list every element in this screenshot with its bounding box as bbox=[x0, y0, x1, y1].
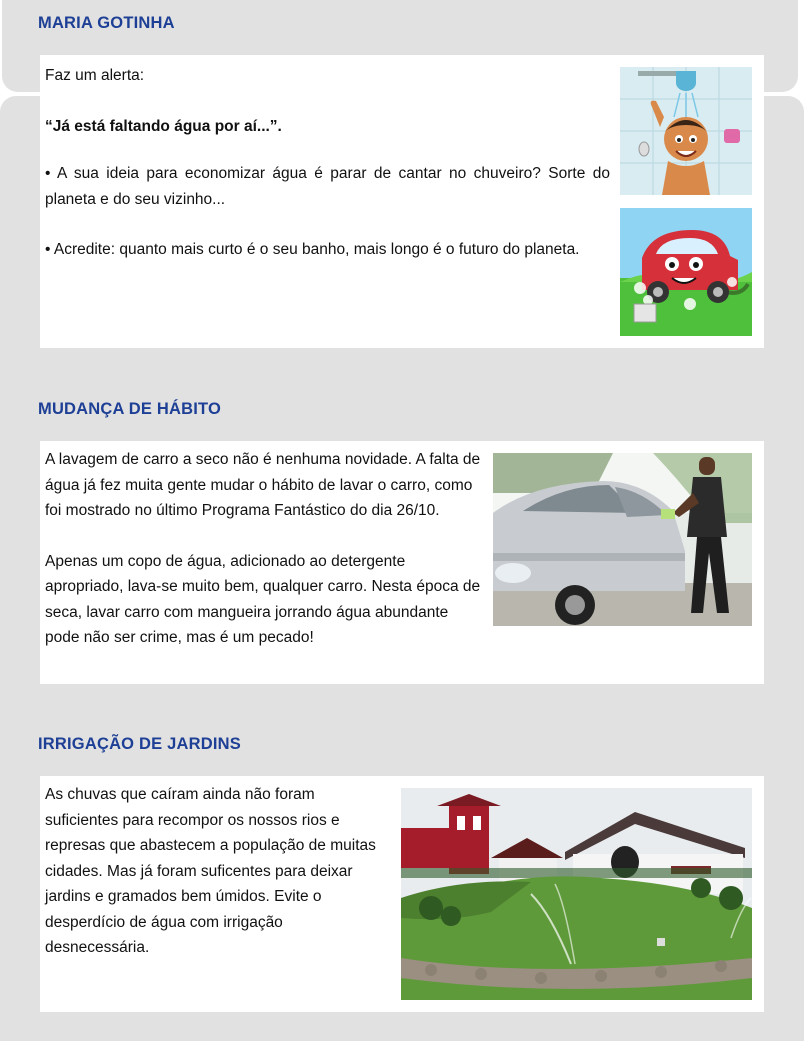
card-mudanca-de-habito bbox=[40, 441, 764, 684]
intro-text: Faz um alerta: bbox=[45, 67, 145, 84]
car-wash-cartoon-icon bbox=[620, 208, 752, 336]
paragraph-text: As chuvas que caíram ainda não foram suficientes para recompor os nossos rios e represas que abastecem a população de muitas cidades. Mas já foram suficentes para deixar jardins e gramados bem úmidos. Evite o desperdício de água com irrigação desnecessária. bbox=[45, 786, 376, 956]
car-washing-photo bbox=[493, 453, 752, 626]
paragraph-text: Apenas um copo de água, adicionado ao detergente apropriado, lava-se muito bem, qualquer carro. Nesta época de seca, lavar carro com mangueira jorrando água abundante pode não ser crime, mas é um pecado! bbox=[45, 552, 481, 646]
card-text bbox=[45, 63, 610, 263]
garden-sprinkler-photo bbox=[401, 788, 752, 1000]
paragraph-text: A lavagem de carro a seco não é nenhuma novidade. A falta de água já fez muita gente mudar o hábito de lavar o carro, como foi mostrado no último Programa Fantástico do dia 26/10. bbox=[45, 451, 481, 519]
card-text bbox=[45, 447, 485, 651]
section-title-irrigacao-de-jardins: IRRIGAÇÃO DE JARDINS bbox=[38, 735, 241, 753]
bullet-text: • A sua ideia para economizar água é parar de cantar no chuveiro? Sorte do planeta e do seu vizinho... bbox=[45, 165, 610, 208]
card-maria-gotinha bbox=[40, 55, 764, 348]
card-text bbox=[45, 782, 390, 961]
section-title-maria-gotinha: MARIA GOTINHA bbox=[38, 14, 175, 32]
section-title-mudanca-de-habito: MUDANÇA DE HÁBITO bbox=[38, 400, 222, 418]
bullet-text: • Acredite: quanto mais curto é o seu banho, mais longo é o futuro do planeta. bbox=[45, 241, 580, 258]
quote-text: “Já está faltando água por aí...”. bbox=[45, 117, 282, 135]
card-irrigacao-de-jardins bbox=[40, 776, 764, 1012]
shower-cartoon-icon bbox=[620, 67, 752, 195]
